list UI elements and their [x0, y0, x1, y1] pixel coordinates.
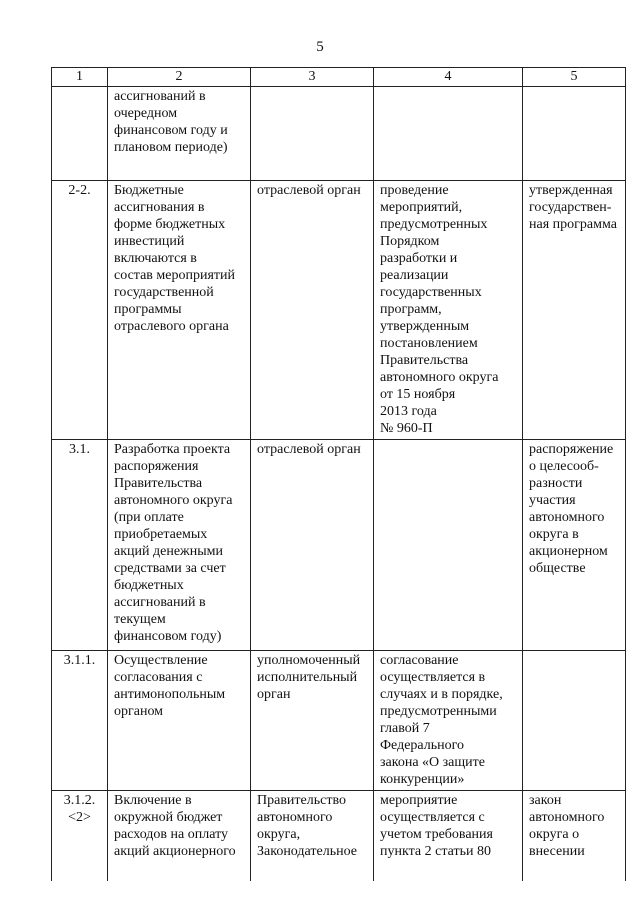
executor-cell: уполномоченный исполнительный орган — [251, 651, 374, 791]
column-header: 2 — [108, 68, 251, 87]
action-cell: Бюджетные ассигнования в форме бюджетных инвестиций включаются в состав мероприятий государственной программы отраслевого органа — [108, 181, 251, 440]
column-header: 1 — [52, 68, 108, 87]
result-cell — [523, 651, 626, 791]
result-cell — [523, 87, 626, 181]
page-number: 5 — [316, 39, 324, 55]
column-header: 5 — [523, 68, 626, 87]
condition-cell — [374, 87, 523, 181]
condition-cell: мероприятие осуществляется с учетом требования пункта 2 статьи 80 — [374, 791, 523, 882]
row-number-cell: 2-2. — [52, 181, 108, 440]
row-number-cell — [52, 87, 108, 181]
result-cell: утвержденная государствен- ная программа — [523, 181, 626, 440]
table-header-row — [52, 68, 626, 87]
condition-cell: согласование осуществляется в случаях и в порядке, предусмотренными главой 7 Федерального закона «О защите конкуренции» — [374, 651, 523, 791]
column-header: 3 — [251, 68, 374, 87]
action-cell: ассигнований в очередном финансовом году и плановом периоде) — [108, 87, 251, 181]
table-row — [52, 440, 626, 651]
condition-cell: проведение мероприятий, предусмотренных Порядком разработки и реализации государственных программ, утвержденным постановлением Правительства автономного округа от 15 ноября 2013 года № 960-П — [374, 181, 523, 440]
table-row — [52, 651, 626, 791]
executor-cell: отраслевой орган — [251, 181, 374, 440]
row-number-cell: 3.1. — [52, 440, 108, 651]
table-row — [52, 791, 626, 882]
result-cell: закон автономного округа о внесении — [523, 791, 626, 882]
result-cell: распоряжение о целесооб- разности участия автономного округа в акционерном обществе — [523, 440, 626, 651]
action-cell: Осуществление согласования с антимонопольным органом — [108, 651, 251, 791]
column-header: 4 — [374, 68, 523, 87]
row-number-cell: 3.1.1. — [52, 651, 108, 791]
executor-cell: Правительство автономного округа, Законодательное — [251, 791, 374, 882]
action-cell: Включение в окружной бюджет расходов на оплату акций акционерного — [108, 791, 251, 882]
row-number-cell: 3.1.2. <2> — [52, 791, 108, 882]
procedure-table — [51, 67, 626, 881]
condition-cell — [374, 440, 523, 651]
table-row — [52, 87, 626, 181]
table-row — [52, 181, 626, 440]
executor-cell: отраслевой орган — [251, 440, 374, 651]
executor-cell — [251, 87, 374, 181]
action-cell: Разработка проекта распоряжения Правительства автономного округа (при оплате приобретаемых акций денежными средствами за счет бюджетных ассигнований в текущем финансовом году) — [108, 440, 251, 651]
